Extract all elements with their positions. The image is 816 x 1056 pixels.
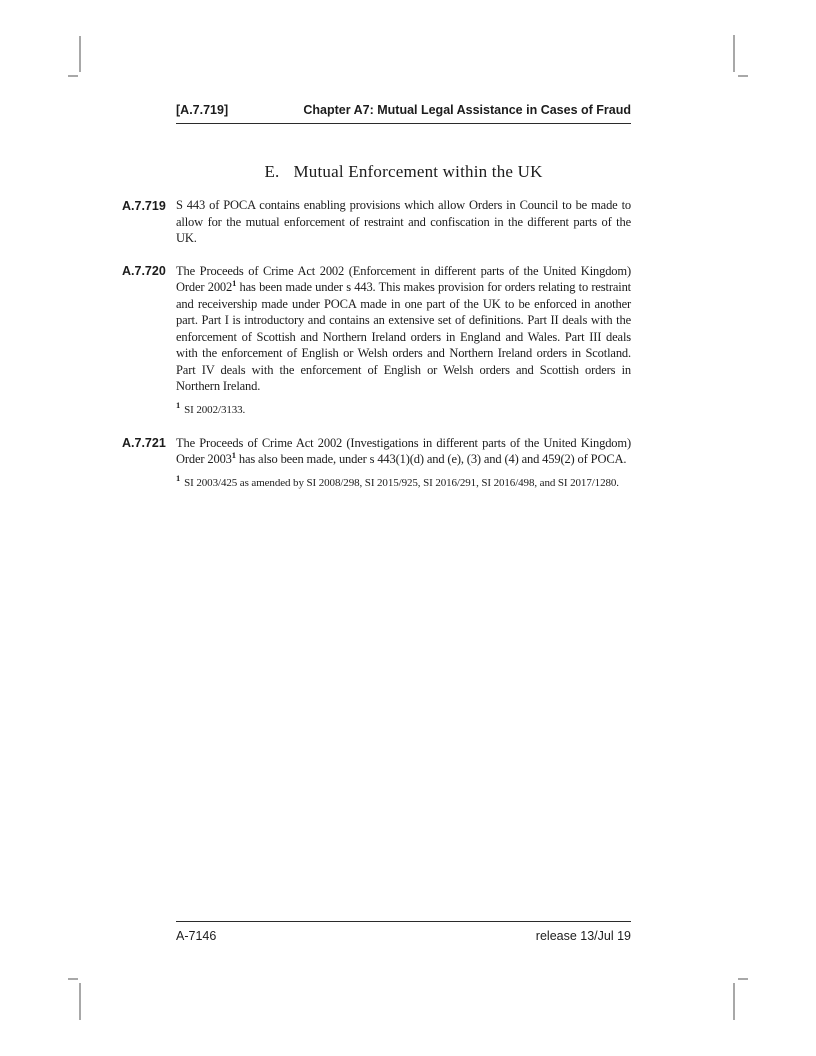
header-section-ref: [A.7.719] xyxy=(176,103,229,117)
paragraph xyxy=(122,263,631,395)
footnote xyxy=(176,399,631,417)
paragraph-number: A.7.721 xyxy=(122,436,166,450)
crop-mark-top-left-vertical xyxy=(79,36,81,72)
footnote-marker: 1 xyxy=(232,277,237,288)
crop-mark-bottom-left-vertical xyxy=(79,983,81,1020)
running-footer xyxy=(176,921,631,943)
footnote-text: SI 2003/425 as amended by SI 2008/298, SI 2015/925, SI 2016/291, SI 2016/498, and SI 2017/1280. xyxy=(184,476,619,489)
header-chapter-title: Chapter A7: Mutual Legal Assistance in Cases of Fraud xyxy=(303,103,631,117)
page-content xyxy=(122,103,631,490)
footnote-marker: 1 xyxy=(176,399,181,410)
footnote-text: SI 2002/3133. xyxy=(184,403,246,416)
paragraph-number: A.7.720 xyxy=(122,264,166,278)
footnote-marker: 1 xyxy=(176,472,181,483)
paragraph-number: A.7.719 xyxy=(122,198,166,213)
crop-mark-top-right-horizontal xyxy=(738,75,748,77)
footnote xyxy=(176,472,631,490)
paragraph-text: The Proceeds of Crime Act 2002 (Enforcement in different parts of the United Kingdom) Order 2002 xyxy=(176,263,631,294)
section-heading-letter: E. xyxy=(264,162,280,181)
paragraph-text: has also been made, under s 443(1)(d) and (e), (3) and (4) and 459(2) of POCA. xyxy=(235,452,627,466)
paragraph-text: The Proceeds of Crime Act 2002 (Investigations in different parts of the United Kingdom) Order 2003 xyxy=(176,435,631,466)
paragraph-text: has been made under s 443. This makes provision for orders relating to restraint and receivership made under POCA made in one part of the UK to be enforced in another part. Part I is introductory and contains an extensive set of definitions. Part II deals with the enforcement of Scottish and Northern Ireland orders in England and Wales. Part III deals with the enforcement of English or Welsh orders and Northern Ireland orders in Scotland. Part IV deals with the enforcement of English or Welsh orders and Scottish orders in Northern Ireland. xyxy=(176,280,631,393)
paragraph xyxy=(122,197,631,247)
section-heading xyxy=(176,162,631,182)
paragraph-text: S 443 of POCA contains enabling provisions which allow Orders in Council to be made to allow for the mutual enforcement of restraint and confiscation in the different parts of the UK. xyxy=(176,198,631,245)
crop-mark-bottom-right-horizontal xyxy=(738,978,748,980)
footer-release-label: release 13/Jul 19 xyxy=(535,929,631,943)
crop-mark-bottom-right-vertical xyxy=(733,983,735,1020)
footer-page-number: A-7146 xyxy=(176,929,217,943)
footnote-marker: 1 xyxy=(231,449,236,460)
crop-mark-bottom-left-horizontal xyxy=(68,978,78,980)
running-header xyxy=(176,103,631,124)
crop-mark-top-right-vertical xyxy=(733,35,735,72)
crop-mark-top-left-horizontal xyxy=(68,75,78,77)
section-heading-title: Mutual Enforcement within the UK xyxy=(293,162,543,181)
paragraph xyxy=(122,435,631,468)
